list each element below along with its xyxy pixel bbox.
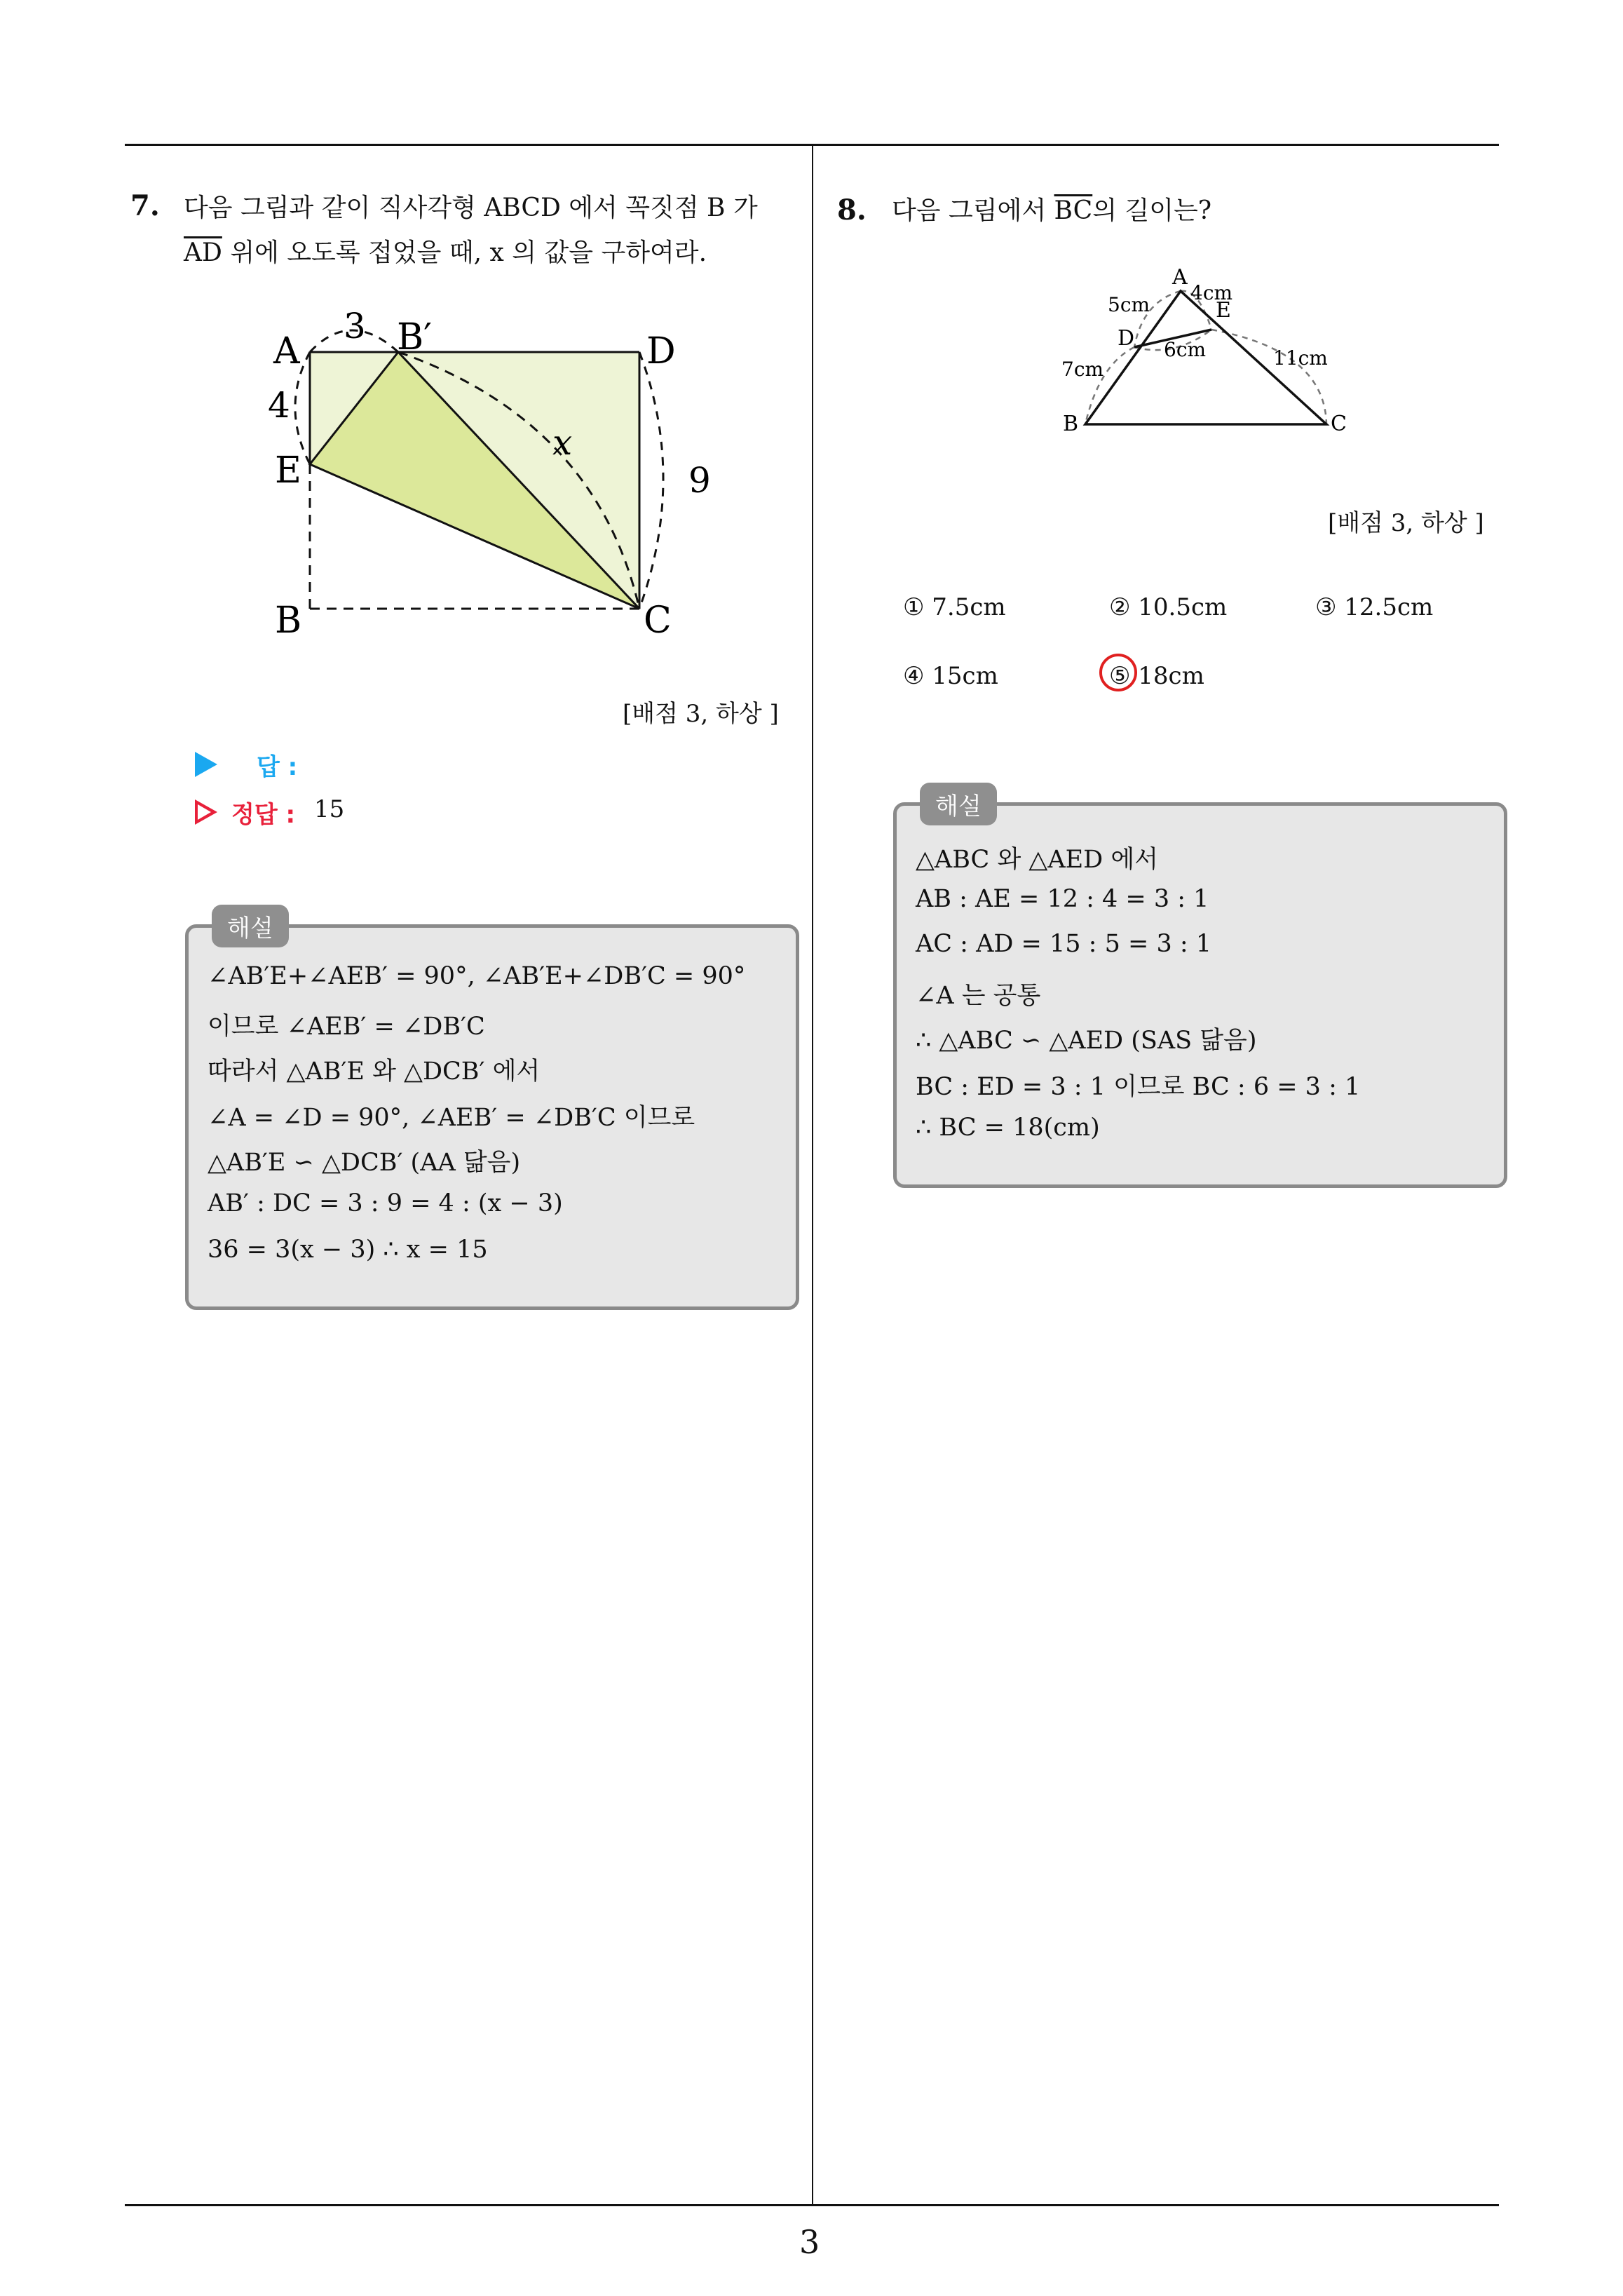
question-8-rest: 의 길이는? — [1092, 196, 1212, 225]
choice-4[interactable] — [903, 662, 998, 690]
question-8-number: 8. — [837, 194, 867, 227]
question-7-figure — [259, 295, 736, 645]
question-7-number: 7. — [130, 189, 160, 222]
question-7-text-line2 — [184, 231, 707, 275]
label-6cm: 6cm — [1164, 338, 1207, 361]
q8-solution-line-1: △ABC 와 △AED 에서 — [916, 846, 1158, 874]
q7-solution-line-5: △AB′E ∽ △DCB′ (AA 닮음) — [208, 1149, 521, 1177]
choice-5-mark: ⑤ — [1109, 662, 1131, 690]
q7-solution-line-4: ∠A = ∠D = 90°, ∠AEB′ = ∠DB′C 이므로 — [208, 1104, 695, 1132]
segment-ad: $\overline{AD}$ — [184, 238, 222, 267]
choice-2[interactable] — [1109, 593, 1227, 621]
label-e: E — [275, 450, 301, 492]
label-5cm: 5cm — [1108, 293, 1150, 316]
label-9: 9 — [688, 460, 711, 501]
answer-input[interactable] — [308, 743, 589, 777]
selected-circle-icon — [1099, 654, 1137, 691]
page-number: 3 — [799, 2223, 820, 2261]
label-a: A — [1172, 265, 1188, 290]
choice-2-text: 10.5cm — [1138, 593, 1228, 621]
choice-3-mark: ③ — [1315, 593, 1337, 621]
label-11cm: 11cm — [1273, 346, 1328, 370]
label-b: B — [1063, 412, 1079, 436]
label-d: D — [1118, 326, 1135, 351]
question-7-text-rest: 위에 오도록 접었을 때, x 의 값을 구하여라. — [222, 238, 707, 267]
correct-label: 정답 : — [231, 801, 296, 829]
q7-solution-line-7: 36 = 3(x − 3) ∴ x = 15 — [208, 1236, 488, 1264]
q8-solution-line-6: BC : ED = 3 : 1 이므로 BC : 6 = 3 : 1 — [916, 1073, 1361, 1101]
choice-5-text: 18cm — [1138, 662, 1204, 690]
question-8-solution-tag: 해설 — [920, 783, 997, 825]
q7-solution-line-2: 이므로 ∠AEB′ = ∠DB′C — [208, 1013, 485, 1041]
label-d: D — [646, 330, 676, 372]
label-e: E — [1216, 298, 1231, 323]
question-8-prefix: 다음 그림에서 — [892, 196, 1054, 225]
choice-3[interactable] — [1315, 593, 1433, 621]
q8-solution-line-5: ∴ △ABC ∽ △AED (SAS 닮음) — [916, 1027, 1257, 1055]
question-7-text-line1: 다음 그림과 같이 직사각형 ABCD 에서 꼭짓점 B 가 — [184, 194, 758, 222]
bottom-rule — [125, 2204, 1499, 2206]
answer-label: 답 : — [257, 753, 298, 781]
label-4cm: 4cm — [1190, 281, 1233, 304]
label-c: C — [644, 600, 672, 642]
choice-2-mark: ② — [1109, 593, 1131, 621]
question-7-score: [배점 3, 하상 ] — [623, 700, 779, 728]
q7-solution-line-6: AB′ : DC = 3 : 9 = 4 : (x − 3) — [208, 1189, 563, 1217]
segment-bc: $\overline{BC}$ — [1054, 196, 1093, 225]
q8-solution-line-7: ∴ BC = 18(cm) — [916, 1114, 1100, 1142]
label-b: B — [275, 600, 302, 642]
q7-solution-line-1: ∠AB′E+∠AEB′ = 90°, ∠AB′E+∠DB′C = 90° — [208, 962, 746, 990]
question-8-score: [배점 3, 하상 ] — [1328, 509, 1484, 537]
label-7cm: 7cm — [1061, 358, 1104, 381]
q8-solution-line-2: AB : AE = 12 : 4 = 3 : 1 — [916, 885, 1209, 913]
choice-4-text: 15cm — [932, 662, 998, 690]
column-divider — [812, 144, 813, 2206]
q8-solution-line-4: ∠A 는 공통 — [916, 982, 1041, 1010]
label-bp: B′ — [397, 316, 433, 358]
correct-value: 15 — [314, 795, 345, 823]
question-8-text — [892, 189, 1211, 233]
label-x: x — [552, 422, 573, 463]
q7-solution-line-3: 따라서 △AB′E 와 △DCB′ 에서 — [208, 1058, 541, 1086]
answer-arrow-icon — [195, 752, 217, 777]
choice-1-text: 7.5cm — [932, 593, 1006, 621]
correct-arrow-inner — [198, 804, 211, 820]
label-c: C — [1331, 412, 1347, 436]
label-3: 3 — [344, 306, 366, 346]
q8-solution-line-3: AC : AD = 15 : 5 = 3 : 1 — [916, 930, 1212, 958]
choice-1-mark: ① — [903, 593, 925, 621]
question-7-solution-tag: 해설 — [212, 905, 289, 947]
choice-4-mark: ④ — [903, 662, 925, 690]
label-a: A — [273, 330, 300, 372]
choice-3-text: 12.5cm — [1344, 593, 1434, 621]
question-8-figure — [1052, 259, 1360, 442]
arc-9 — [639, 352, 663, 609]
label-4: 4 — [268, 385, 290, 426]
choice-1[interactable] — [903, 593, 1006, 621]
